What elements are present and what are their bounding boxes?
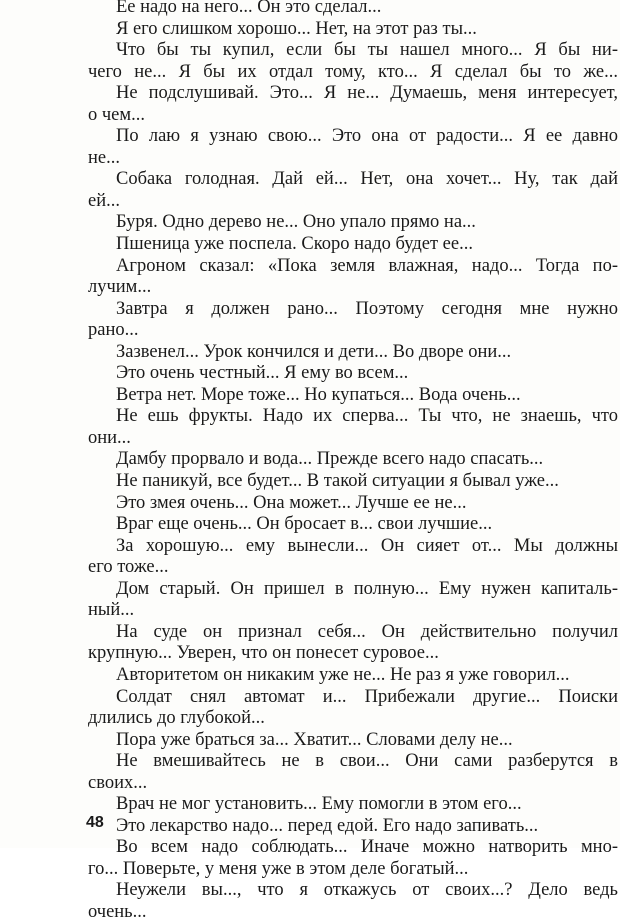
text-line: о чем... xyxy=(88,104,145,125)
text-line: ей... xyxy=(88,190,120,211)
text-line: Собака голодная. Дай ей... Нет, она хочет... Ну, так дай xyxy=(116,169,618,190)
text-line: Солдат снял автомат и... Прибежали другие... Поиски xyxy=(116,686,618,707)
text-line: го... Поверьте, у меня уже в этом деле богатый... xyxy=(88,858,469,879)
text-line: чего не... Я бы их отдал тому, кто... Я сделал бы то же... xyxy=(88,61,618,82)
text-line: Зазвенел... Урок кончился и дети... Во дворе они... xyxy=(116,341,512,362)
exercise-text xyxy=(88,0,618,924)
text-line: Буря. Одно дерево не... Оно упало прямо на... xyxy=(116,212,476,233)
text-line: они... xyxy=(88,427,131,448)
text-line: Враг еще очень... Он бросает в... свои лучшие... xyxy=(116,514,493,535)
text-line: Я его слишком хорошо... Нет, на этот раз ты... xyxy=(116,18,477,39)
text-line: По лаю я узнаю свою... Это она от радости... Я ее давно xyxy=(116,126,618,147)
text-line: не... xyxy=(88,147,120,168)
text-line: Дамбу прорвало и вода... Прежде всего надо спасать... xyxy=(116,449,544,470)
text-line: Это змея очень... Она может... Лучше ее не... xyxy=(116,492,467,513)
text-line: Не паникуй, все будет... В такой ситуации я бывал уже... xyxy=(116,471,559,492)
text-line: Не подслушивай. Это... Я не... Думаешь, меня интересует, xyxy=(116,83,618,104)
text-line: Ее надо на него... Он это сделал... xyxy=(116,0,382,17)
text-line: рано... xyxy=(88,320,139,341)
text-line: Ветра нет. Море тоже... Но купаться... Вода очень... xyxy=(116,384,521,405)
text-line: Это очень честный... Я ему во всем... xyxy=(116,363,409,384)
text-line: Не вмешивайтесь не в свои... Они сами разберутся в xyxy=(116,751,618,772)
text-line: Это лекарство надо... перед едой. Его надо запивать... xyxy=(116,815,539,836)
text-line: Неужели вы..., что я откажусь от своих...? Дело ведь xyxy=(116,880,618,901)
text-line: Авторитетом он никаким уже не... Не раз я уже говорил... xyxy=(116,664,570,685)
text-line: очень... xyxy=(88,901,147,922)
text-line: ный... xyxy=(88,600,135,621)
text-line: крупную... Уверен, что он понесет суровое... xyxy=(88,643,439,664)
page-number: 48 xyxy=(86,814,104,831)
text-line: Не ешь фрукты. Надо их сперва... Ты что, не знаешь, что xyxy=(116,406,618,427)
text-line: его тоже... xyxy=(88,557,169,578)
text-line: Врач не мог установить... Ему помогли в этом его... xyxy=(116,794,522,815)
text-line: На суде он признал себя... Он действительно получил xyxy=(116,621,618,642)
text-line: Агроном сказал: «Пока земля влажная, надо... Тогда по- xyxy=(116,255,618,276)
text-line: длились до глубокой... xyxy=(88,708,265,729)
text-line: За хорошую... ему вынесли... Он сияет от... Мы должны xyxy=(116,535,618,556)
text-line: Завтра я должен рано... Поэтому сегодня мне нужно xyxy=(116,298,618,319)
text-line: Во всем надо соблюдать... Иначе можно натворить мно- xyxy=(116,837,618,858)
text-line: лучим... xyxy=(88,277,152,298)
text-line: Пшеница уже поспела. Скоро надо будет ее... xyxy=(116,234,473,255)
text-line: Что бы ты купил, если бы ты нашел много... Я бы ни- xyxy=(116,40,618,61)
text-line: Дом старый. Он пришел в полную... Ему нужен капиталь- xyxy=(116,578,618,599)
text-line: Пора уже браться за... Хватит... Словами делу не... xyxy=(116,729,513,750)
text-line: своих... xyxy=(88,772,148,793)
